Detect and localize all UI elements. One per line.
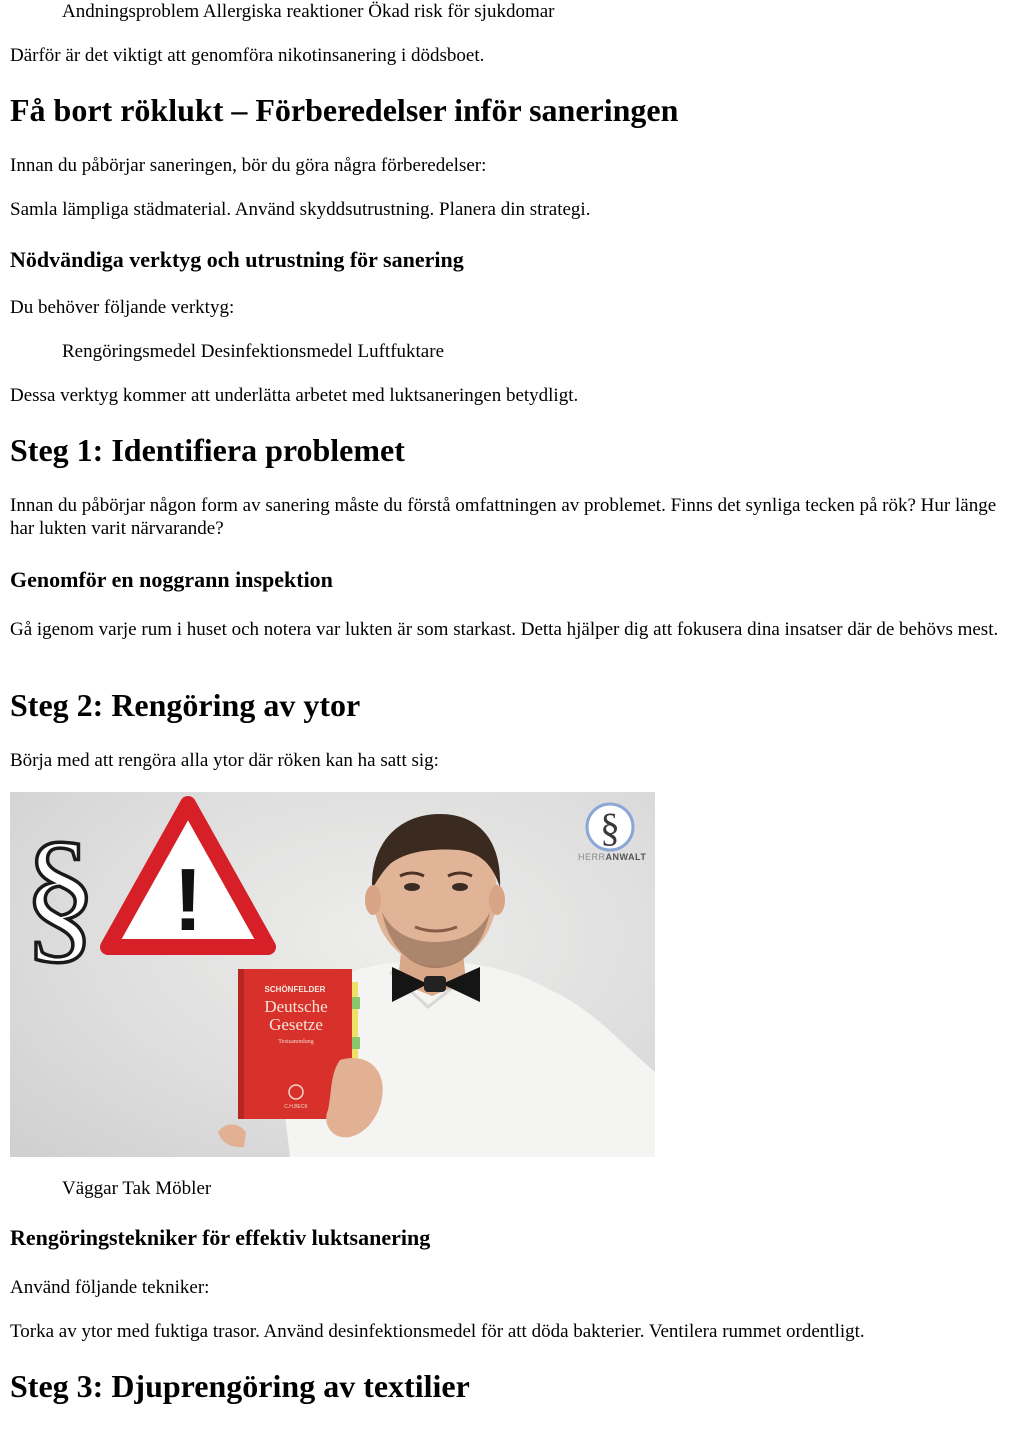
list-tools: Rengöringsmedel Desinfektionsmedel Luftfuktare [62,341,445,362]
article-photo [10,792,655,1157]
person-hand-bottom [218,1125,246,1148]
heading-tools: Nödvändiga verktyg och utrustning för sanering [10,247,464,272]
paragraph-prep-intro: Innan du påbörjar saneringen, bör du göra några förberedelser: [10,155,487,176]
person-eye-right [452,883,468,891]
book-spine-edge [238,969,244,1119]
heading-step-2: Steg 2: Rengöring av ytor [10,687,361,723]
book-title-line-1: Deutsche [264,997,328,1016]
watermark-text [578,852,646,862]
paragraph-prep-steps: Samla lämpliga städmaterial. Använd skyddsutrustning. Planera din strategi. [10,199,591,220]
paragraph-step-2: Börja med att rengöra alla ytor där röken kan ha satt sig: [10,750,439,771]
person-ear-right [489,885,505,915]
warning-exclamation: ! [173,850,203,949]
watermark-suffix: ANWALT [605,852,647,862]
heading-inspection: Genomför en noggrann inspektion [10,567,333,592]
book-publisher: SCHÖNFELDER [264,985,326,994]
paragraph-important: Därför är det viktigt att genomföra nikotinsanering i dödsboet. [10,45,485,66]
photo-illustration [10,792,655,1157]
section-sign-icon: § [22,811,98,977]
book-title-line-2: Gesetze [269,1015,323,1034]
list-surfaces: Väggar Tak Möbler [62,1178,212,1199]
heading-preparations: Få bort röklukt – Förberedelser inför saneringen [10,92,679,128]
person-eye-left [404,883,420,891]
paragraph-techniques-intro: Använd följande tekniker: [10,1277,210,1298]
paragraph-tools-outro: Dessa verktyg kommer att underlätta arbetet med luktsaneringen betydligt. [10,385,579,406]
paragraph-techniques: Torka av ytor med fuktiga trasor. Använd desinfektionsmedel för att döda bakterier. Ventilera rummet ordentligt. [10,1321,865,1342]
heading-step-1: Steg 1: Identifiera problemet [10,432,405,468]
book-imprint: C.H.BECK [284,1104,308,1110]
heading-techniques: Rengöringstekniker för effektiv luktsanering [10,1225,431,1250]
paragraph-tools-intro: Du behöver följande verktyg: [10,297,235,318]
list-health-risks: Andningsproblem Allergiska reaktioner Ökad risk för sjukdomar [62,1,555,22]
watermark-section-icon: § [600,805,620,850]
person-ear-left [365,885,381,915]
paragraph-inspection: Gå igenom varje rum i huset och notera var lukten är som starkast. Detta hjälper dig att fokusera dina insatser där de behövs mest. [10,619,999,640]
watermark-prefix: HERR [578,852,606,862]
paragraph-step-1: Innan du påbörjar någon form av sanering måste du förstå omfattningen av problemet. Finns det synliga tecken på rök? Hur länge har lukten varit närvarande? [10,495,997,539]
book-subtitle: Textsammlung [278,1039,314,1045]
heading-step-3: Steg 3: Djuprengöring av textilier [10,1368,470,1404]
bowtie-knot [424,976,446,992]
